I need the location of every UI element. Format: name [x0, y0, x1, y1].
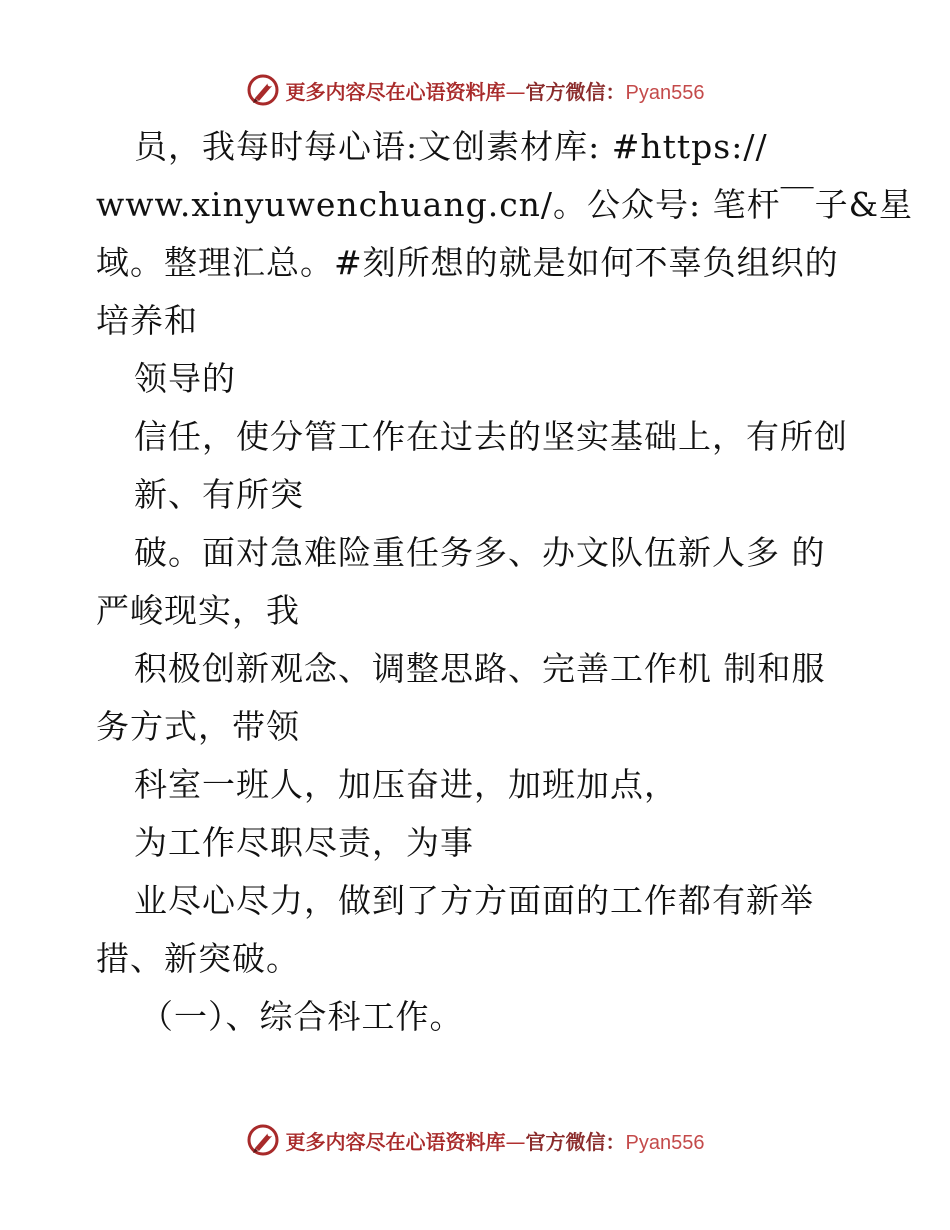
banner-text [286, 76, 705, 105]
footer-banner [0, 1120, 950, 1160]
pen-logo-icon [246, 1123, 280, 1157]
text-line: 措、新突破。 [96, 939, 300, 978]
document-body [96, 118, 914, 1046]
text-line: 为工作尽职尽责，为事 [134, 823, 474, 862]
text-line: www.xinyuwenchuang.cn/。公众号: 笔杆￣子&星 [96, 185, 914, 224]
banner-separator: — [505, 1129, 526, 1154]
text-line: 科室一班人，加压奋进，加班加点， [134, 765, 678, 804]
section-heading: （一）、综合科工作。 [140, 997, 464, 1036]
banner-main-text: 更多内容尽在心语资料库 [285, 1129, 506, 1154]
text-line: 新、有所突 [134, 475, 304, 514]
header-banner [0, 70, 950, 110]
text-line: 积极创新观念、调整思路、完善工作机 制和服 [134, 649, 826, 688]
banner-text [286, 1126, 705, 1155]
text-line: 域。整理汇总。#刻所想的就是如何不辜负组织的 [96, 243, 839, 282]
banner-main-text: 更多内容尽在心语资料库 [285, 79, 506, 104]
text-line: 员，我每时每心语:文创素材库: #https:// [134, 127, 768, 166]
banner-wechat-label: 官方微信： [525, 79, 626, 104]
text-line: 培养和 [96, 301, 198, 340]
banner-wechat-id: Pyan556 [625, 81, 705, 104]
text-line: 领导的 [134, 359, 236, 398]
text-line: 破。面对急难险重任务多、办文队伍新人多 的 [134, 533, 826, 572]
text-line: 信任，使分管工作在过去的坚实基础上，有所创 [134, 417, 848, 456]
pen-logo-icon [246, 73, 280, 107]
banner-separator: — [505, 79, 526, 104]
banner-wechat-id: Pyan556 [625, 1131, 705, 1154]
text-line: 务方式，带领 [96, 707, 300, 746]
text-line: 严峻现实，我 [96, 591, 300, 630]
banner-wechat-label: 官方微信： [525, 1129, 626, 1154]
text-line: 业尽心尽力，做到了方方面面的工作都有新举 [134, 881, 814, 920]
